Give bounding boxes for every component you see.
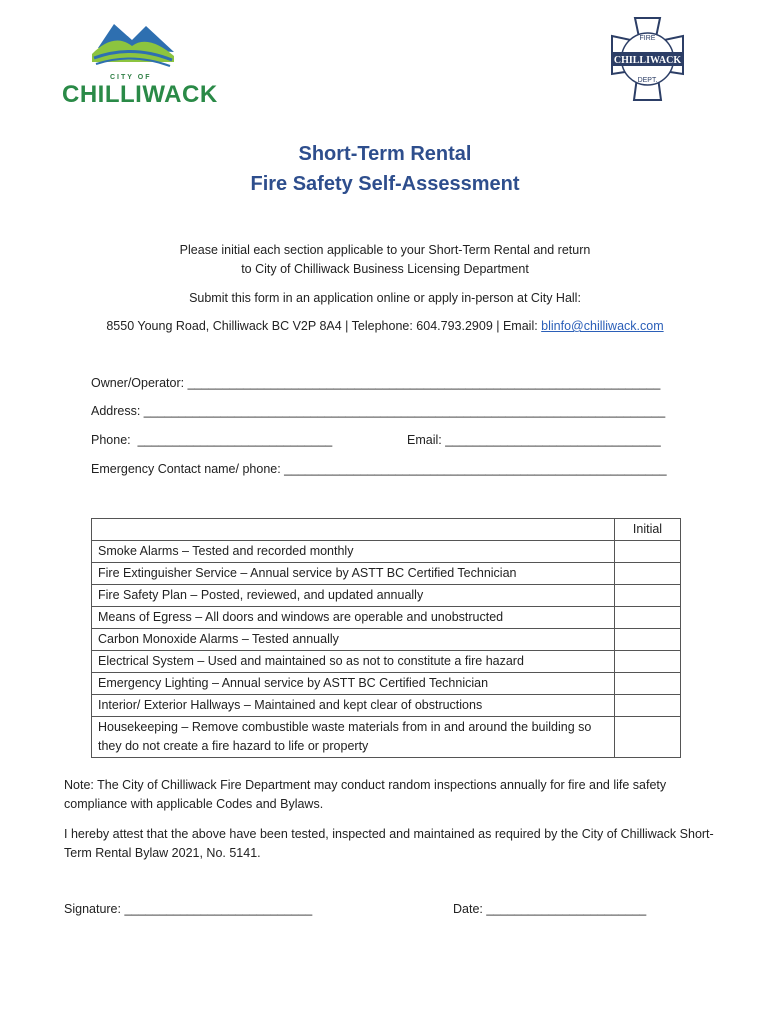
instruction-line-2: to City of Chilliwack Business Licensing Department: [241, 262, 529, 276]
checklist-item: Emergency Lighting – Annual service by ASTT BC Certified Technician: [92, 673, 615, 695]
initial-cell[interactable]: [615, 629, 681, 651]
initial-cell[interactable]: [615, 541, 681, 563]
initial-column-header: Initial: [615, 519, 681, 541]
fire-logo-bottom-text: DEPT.: [637, 77, 658, 84]
fire-department-logo: [605, 14, 690, 104]
table-row: [92, 563, 681, 585]
table-row: [92, 717, 681, 758]
phone-field[interactable]: Phone: ____________________________: [91, 433, 333, 447]
checklist-item: Carbon Monoxide Alarms – Tested annually: [92, 629, 615, 651]
table-row: [92, 673, 681, 695]
initial-cell[interactable]: [615, 651, 681, 673]
maltese-cross-icon: [605, 14, 690, 104]
instruction-line-3: Submit this form in an application online or apply in-person at City Hall:: [189, 291, 581, 305]
table-row: [92, 585, 681, 607]
checklist-item: Electrical System – Used and maintained so as not to constitute a fire hazard: [92, 651, 615, 673]
table-row: [92, 695, 681, 717]
page-title-line-2: Fire Safety Self-Assessment: [250, 173, 520, 195]
city-of-chilliwack-logo: [62, 18, 218, 108]
address-field[interactable]: Address: ___________________________________________________________________________: [91, 404, 666, 418]
checklist-header-item: [92, 519, 615, 541]
checklist-table: [91, 518, 681, 758]
table-row: [92, 629, 681, 651]
date-field[interactable]: Date: _______________________: [453, 902, 647, 916]
attestation-text: I hereby attest that the above have been tested, inspected and maintained as required by the City of Chilliwack Short-Term Rental Bylaw 2021, No. 5141.: [64, 827, 714, 860]
contact-email-link[interactable]: blinfo@chilliwack.com: [541, 319, 664, 333]
initial-cell[interactable]: [615, 585, 681, 607]
logo-city-of-text: CITY OF: [110, 74, 152, 81]
checklist-item: Housekeeping – Remove combustible waste materials from in and around the building so they do not create a fire hazard to life or property: [92, 717, 615, 758]
checklist-item: Means of Egress – All doors and windows are operable and unobstructed: [92, 607, 615, 629]
mountain-logo-icon: [62, 18, 212, 80]
fire-logo-banner-text: CHILLIWACK: [613, 55, 682, 66]
checklist-header-row: [92, 519, 681, 541]
initial-cell[interactable]: [615, 717, 681, 758]
checklist-item: Smoke Alarms – Tested and recorded monthly: [92, 541, 615, 563]
table-row: [92, 651, 681, 673]
logo-chilliwack-text: CHILLIWACK: [62, 81, 218, 108]
contact-line: [0, 319, 770, 333]
initial-cell[interactable]: [615, 563, 681, 585]
page-title-line-1: Short-Term Rental: [298, 143, 472, 165]
email-field[interactable]: Email: _______________________________: [407, 433, 661, 447]
emergency-contact-field[interactable]: Emergency Contact name/ phone: _______________________________________________________: [91, 462, 667, 476]
inspection-note: Note: The City of Chilliwack Fire Department may conduct random inspections annually for fire and life safety compliance with applicable Codes and Bylaws.: [64, 778, 667, 811]
fire-logo-top-text: FIRE: [639, 35, 656, 42]
owner-operator-field[interactable]: Owner/Operator: ____________________________________________________________________: [91, 376, 661, 390]
initial-cell[interactable]: [615, 695, 681, 717]
checklist-item: Interior/ Exterior Hallways – Maintained and kept clear of obstructions: [92, 695, 615, 717]
table-row: [92, 607, 681, 629]
initial-cell[interactable]: [615, 673, 681, 695]
contact-address-text: 8550 Young Road, Chilliwack BC V2P 8A4 | Telephone: 604.793.2909 | Email:: [106, 319, 542, 333]
instruction-line-1: Please initial each section applicable to your Short-Term Rental and return: [179, 243, 591, 257]
checklist-item: Fire Extinguisher Service – Annual service by ASTT BC Certified Technician: [92, 563, 615, 585]
initial-cell[interactable]: [615, 607, 681, 629]
signature-field[interactable]: Signature: ___________________________: [64, 902, 313, 916]
table-row: [92, 541, 681, 563]
checklist-item: Fire Safety Plan – Posted, reviewed, and updated annually: [92, 585, 615, 607]
